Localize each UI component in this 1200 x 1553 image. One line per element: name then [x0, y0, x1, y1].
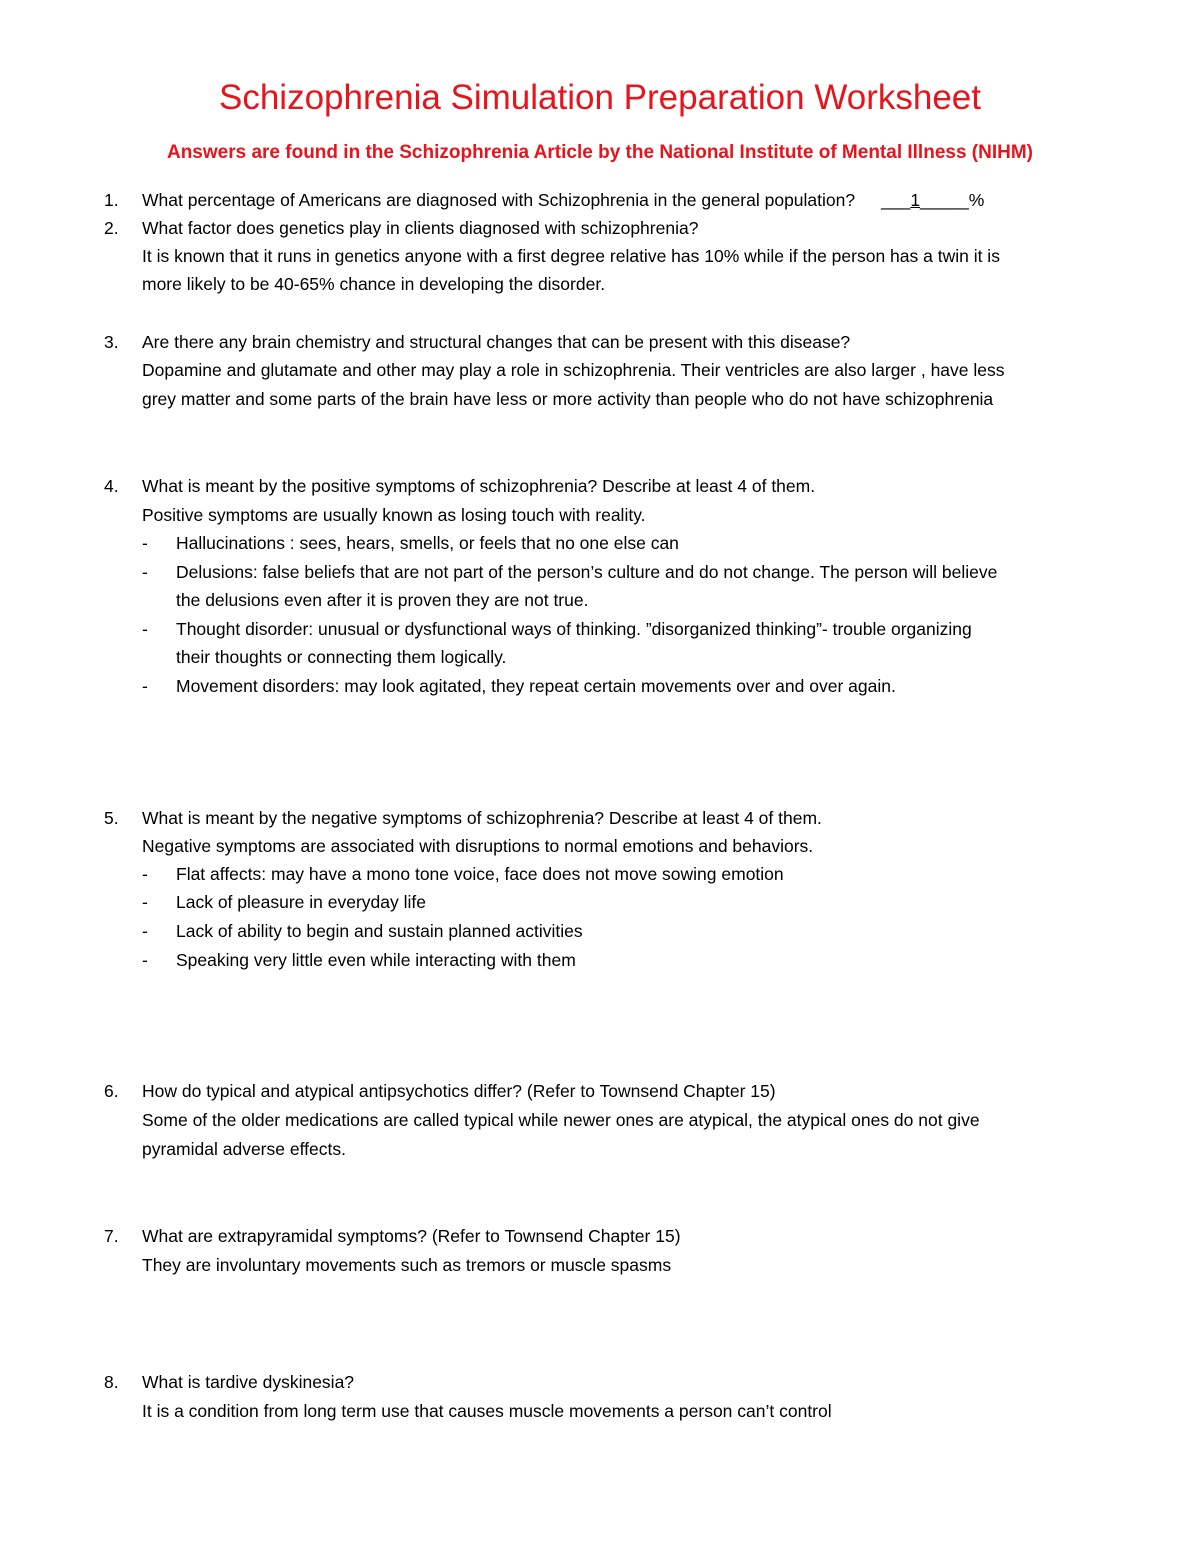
bullet-item-continuation: the delusions even after it is proven they are not true.	[176, 590, 589, 610]
question-8-text: What is tardive dyskinesia?	[142, 1372, 355, 1392]
question-1-text: What percentage of Americans are diagnosed with Schizophrenia in the general population?	[142, 190, 856, 210]
question-6-number: 6.	[104, 1081, 119, 1101]
bullet-marker: -	[142, 533, 148, 553]
question-3-answer-line: Dopamine and glutamate and other may play a role in schizophrenia. Their ventricles are also larger , have less	[142, 360, 1005, 380]
page-title: Schizophrenia Simulation Preparation Worksheet	[219, 78, 981, 117]
bullet-item: Lack of ability to begin and sustain planned activities	[176, 921, 583, 941]
question-8-answer-line: It is a condition from long term use that causes muscle movements a person can’t control	[142, 1401, 832, 1421]
bullet-item: Thought disorder: unusual or dysfunctional ways of thinking. ”disorganized thinking”- trouble organizing	[176, 619, 972, 639]
bullet-marker: -	[142, 950, 148, 970]
question-5-number: 5.	[104, 808, 119, 828]
page-subtitle: Answers are found in the Schizophrenia Article by the National Institute of Mental Illness (NIHM)	[166, 142, 1033, 163]
bullet-item: Movement disorders: may look agitated, they repeat certain movements over and over again.	[176, 676, 896, 696]
question-6-answer-line: Some of the older medications are called typical while newer ones are atypical, the atypical ones do not give	[142, 1110, 980, 1130]
bullet-item: Hallucinations : sees, hears, smells, or feels that no one else can	[176, 533, 679, 553]
question-4-intro: Positive symptoms are usually known as losing touch with reality.	[142, 505, 646, 525]
question-4-text: What is meant by the positive symptoms of schizophrenia? Describe at least 4 of them.	[142, 476, 816, 496]
bullet-marker: -	[142, 562, 148, 582]
question-2-answer-line: It is known that it runs in genetics anyone with a first degree relative has 10% while if the person has a twin it is	[142, 246, 1000, 266]
question-6-text: How do typical and atypical antipsychotics differ? (Refer to Townsend Chapter 15)	[142, 1081, 776, 1101]
question-3-text: Are there any brain chemistry and structural changes that can be present with this disease?	[142, 332, 851, 352]
bullet-marker: -	[142, 619, 148, 639]
blank-suffix: _____%	[920, 190, 985, 210]
question-8-number: 8.	[104, 1372, 119, 1392]
question-5-intro: Negative symptoms are associated with disruptions to normal emotions and behaviors.	[142, 836, 814, 856]
bullet-marker: -	[142, 676, 148, 696]
bullet-marker: -	[142, 892, 148, 912]
question-3-number: 3.	[104, 332, 119, 352]
bullet-marker: -	[142, 921, 148, 941]
question-1-number: 1.	[104, 190, 119, 210]
question-2-number: 2.	[104, 218, 119, 238]
question-3-answer-line: grey matter and some parts of the brain have less or more activity than people who do not have schizophrenia	[142, 389, 994, 409]
bullet-marker: -	[142, 864, 148, 884]
question-1	[142, 186, 984, 214]
question-5-text: What is meant by the negative symptoms of schizophrenia? Describe at least 4 of them.	[142, 808, 822, 828]
blank-prefix: ___	[881, 190, 911, 210]
bullet-item: Speaking very little even while interacting with them	[176, 950, 576, 970]
bullet-item-continuation: their thoughts or connecting them logically.	[176, 647, 507, 667]
question-7-number: 7.	[104, 1226, 119, 1246]
question-2-text: What factor does genetics play in clients diagnosed with schizophrenia?	[142, 218, 699, 238]
question-6-answer-line: pyramidal adverse effects.	[142, 1139, 346, 1159]
question-7-text: What are extrapyramidal symptoms? (Refer to Townsend Chapter 15)	[142, 1226, 681, 1246]
question-1-answer-blank	[881, 186, 984, 214]
question-7-answer-line: They are involuntary movements such as tremors or muscle spasms	[142, 1255, 672, 1275]
question-1-answer-value: 1	[910, 190, 921, 210]
bullet-item: Delusions: false beliefs that are not part of the person’s culture and do not change. The person will believe	[176, 562, 998, 582]
bullet-item: Lack of pleasure in everyday life	[176, 892, 426, 912]
bullet-item: Flat affects: may have a mono tone voice, face does not move sowing emotion	[176, 864, 784, 884]
question-4-number: 4.	[104, 476, 119, 496]
question-2-answer-line: more likely to be 40-65% chance in developing the disorder.	[142, 274, 606, 294]
